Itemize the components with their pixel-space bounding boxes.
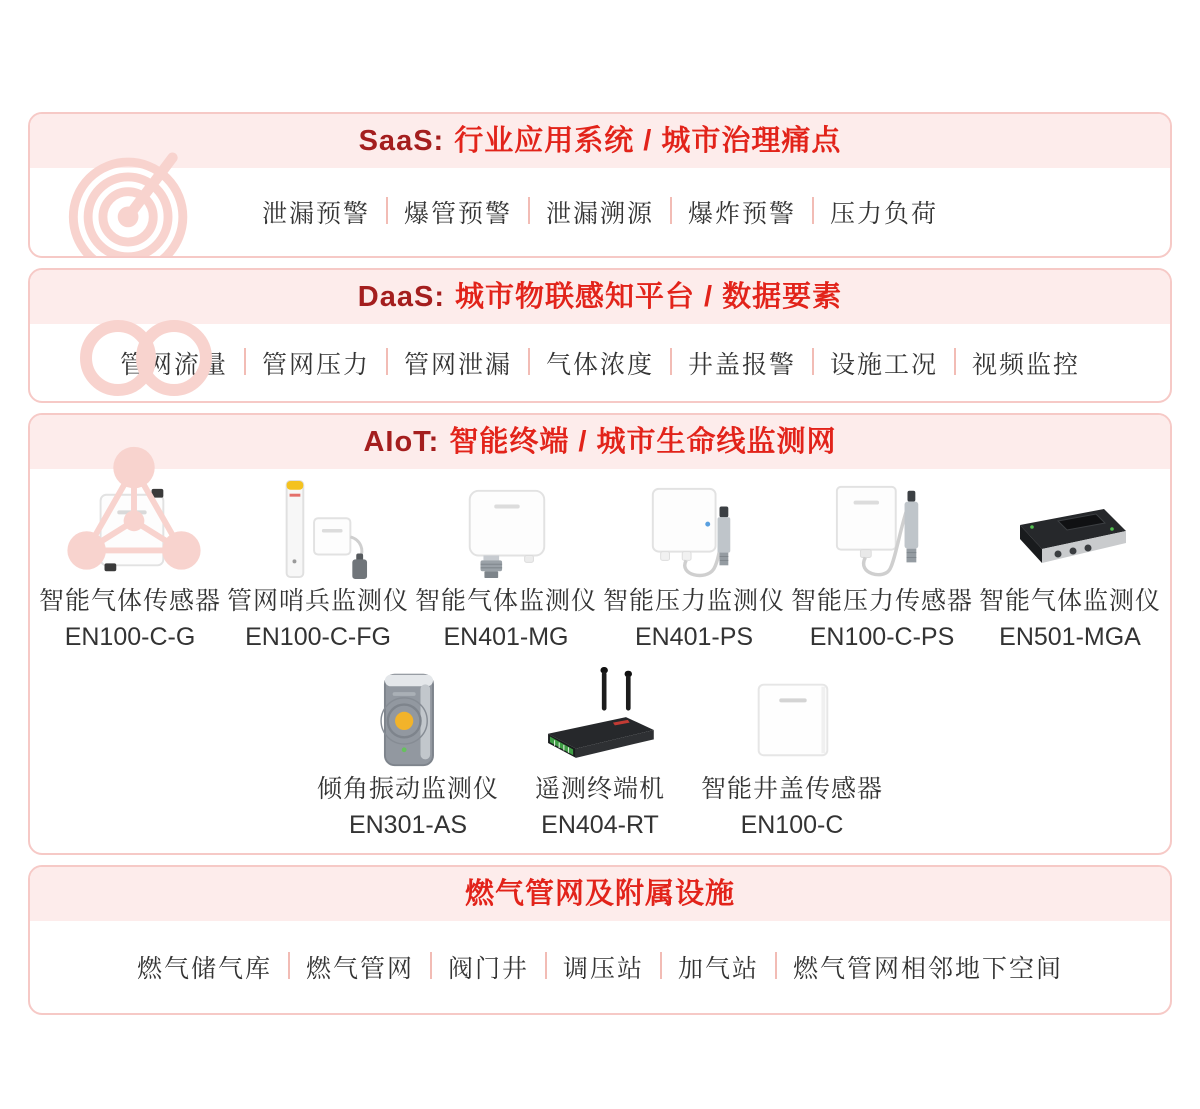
daas-item: 视频监控 [955,345,1097,381]
product-card [36,479,224,653]
product-model: EN301-AS [348,811,468,839]
tilt-vibration-sensor-icon [312,667,504,769]
telemetry-terminal-icon [504,667,696,769]
layer-aiot [28,413,1172,855]
saas-item: 压力负荷 [813,194,955,230]
infra-item: 燃气管网相邻地下空间 [776,949,1080,985]
product-card [696,667,888,841]
infra-item: 阀门井 [431,949,546,985]
daas-title [357,280,843,313]
daas-item: 管网压力 [245,345,387,381]
product-model: EN404-RT [541,811,659,839]
saas-items-row [30,168,1170,256]
product-card [976,479,1164,653]
daas-item: 管网流量 [119,350,228,379]
product-model: EN401-MG [443,623,569,651]
aiot-products-row-2 [30,653,1170,841]
daas-header-band [30,270,1170,324]
product-card [412,479,600,653]
aiot-title [363,425,837,458]
product-name: 智能气体传感器 [38,587,221,615]
pressure-sensor-icon [788,479,976,581]
infra-header-band [30,867,1170,921]
product-model: EN100-C-G [64,623,196,651]
manhole-cover-sensor-icon [696,667,888,769]
infra-title [464,877,735,910]
aiot-products-row-1 [30,469,1170,653]
infra-item: 燃气储气库 [136,955,272,983]
daas-title-rest: 城市物联感知平台 / 数据要素 [455,280,843,313]
daas-item: 设施工况 [813,345,955,381]
product-name: 管网哨兵监测仪 [226,587,409,615]
gas-monitor-black-icon [976,479,1164,581]
saas-item: 泄漏溯源 [529,194,671,230]
gas-sensor-box-icon [36,479,224,581]
product-name: 智能压力监测仪 [602,587,785,615]
daas-item: 井盖报警 [671,345,813,381]
saas-title-rest: 行业应用系统 / 城市治理痛点 [454,124,842,157]
product-name: 遥测终端机 [534,775,665,803]
saas-header-band [30,114,1170,168]
daas-title-prefix: DaaS: [357,280,445,313]
product-card [504,667,696,841]
aiot-header-band [30,415,1170,469]
pipeline-sentinel-icon [224,479,412,581]
product-name: 智能压力传感器 [790,587,973,615]
product-model: EN100-C [740,811,844,839]
product-model: EN401-PS [634,623,754,651]
product-card [312,667,504,841]
product-model: EN100-C-PS [809,623,955,651]
pressure-monitor-icon [600,479,788,581]
product-name: 倾角振动监测仪 [316,775,499,803]
saas-item: 爆炸预警 [671,194,813,230]
product-card [788,479,976,653]
product-name: 智能气体监测仪 [978,587,1161,615]
daas-item: 管网泄漏 [387,345,529,381]
daas-item: 气体浓度 [529,345,671,381]
product-model: EN100-C-FG [245,623,391,651]
infra-item: 调压站 [546,949,661,985]
infra-item: 燃气管网 [289,949,431,985]
saas-item: 爆管预警 [387,194,529,230]
product-name: 智能气体监测仪 [414,587,597,615]
layer-saas [28,112,1172,258]
infra-title-text: 燃气管网及附属设施 [464,877,735,910]
daas-items-row [30,324,1170,401]
gas-monitor-icon [412,479,600,581]
saas-item: 泄漏预警 [261,200,370,228]
product-name: 智能井盖传感器 [700,775,883,803]
saas-title-prefix: SaaS: [358,124,445,157]
product-model: EN501-MGA [999,623,1141,651]
product-card [224,479,412,653]
aiot-title-rest: 智能终端 / 城市生命线监测网 [449,425,837,458]
infra-items-row [30,921,1170,1013]
layer-infrastructure [28,865,1172,1015]
layer-daas [28,268,1172,403]
aiot-title-prefix: AIoT: [363,425,440,458]
infra-item: 加气站 [661,949,776,985]
saas-title [358,124,842,157]
product-card [600,479,788,653]
